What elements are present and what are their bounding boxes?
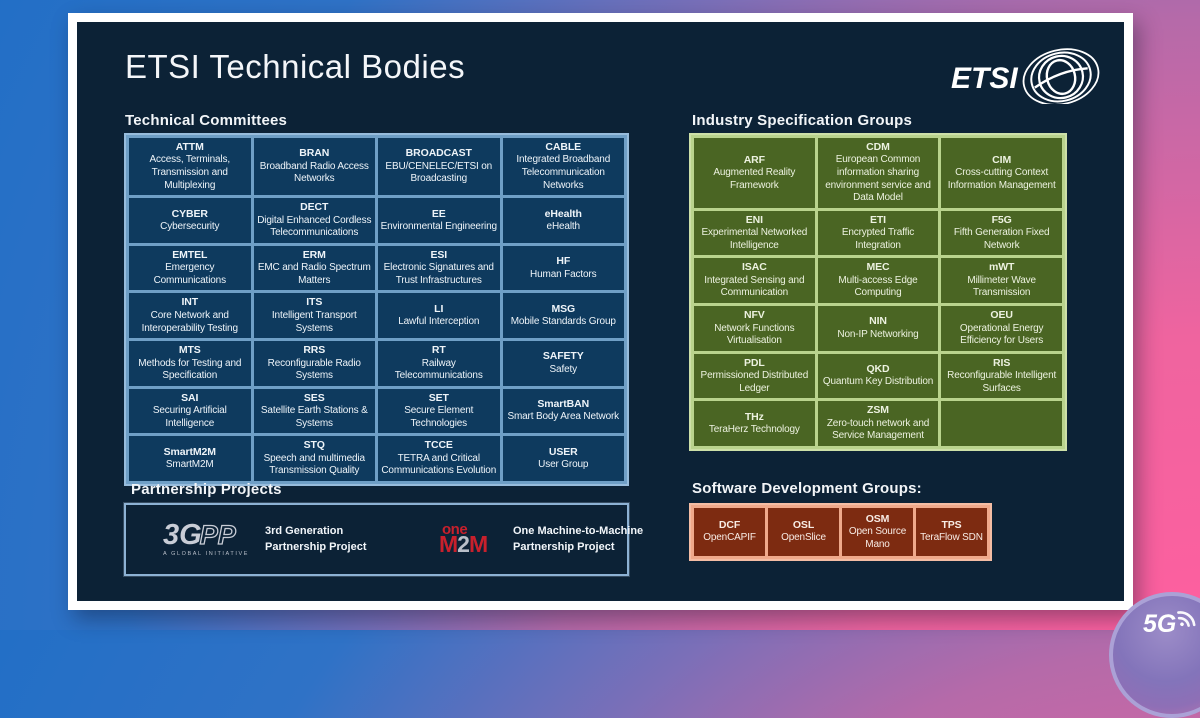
committee-cell <box>254 246 376 291</box>
committee-cell <box>254 389 376 434</box>
isg-cell <box>941 258 1062 303</box>
committee-desc: EMC and Radio Spectrum Matters <box>257 262 371 286</box>
committee-cell <box>254 138 376 195</box>
committee-abbr: MSG <box>551 302 576 315</box>
committee-abbr: RRS <box>303 344 326 357</box>
software-development-groups-grid <box>694 508 987 556</box>
committee-cell <box>503 138 625 195</box>
etsi-logo-text: ETSI <box>951 62 1018 95</box>
isg-desc: Fifth Generation Fixed Network <box>953 227 1050 251</box>
sdg-abbr: OSL <box>792 518 815 531</box>
committee-cell <box>378 246 500 291</box>
committee-desc: Cybersecurity <box>160 220 220 232</box>
isg-abbr: PDL <box>743 356 765 369</box>
onem2m-2: 2 <box>457 531 469 558</box>
isg-abbr: CDM <box>866 141 890 153</box>
onem2m-m1: M <box>439 531 458 558</box>
onem2m-group <box>377 521 663 558</box>
isg-cell <box>694 258 815 303</box>
committee-desc: Speech and multimedia Transmission Quality <box>263 452 365 477</box>
isg-cell <box>941 211 1062 256</box>
committee-abbr: TCCE <box>424 439 453 452</box>
isg-cell <box>694 306 815 351</box>
committee-abbr: USER <box>548 445 578 458</box>
sdg-abbr: TPS <box>941 518 962 531</box>
sdg-desc: TeraFlow SDN <box>920 532 983 544</box>
isg-cell <box>941 401 1062 446</box>
committee-cell <box>129 436 251 481</box>
onem2m-logo-one: one <box>442 521 468 539</box>
isg-abbr: THz <box>744 410 764 423</box>
isg-abbr: NFV <box>743 309 765 322</box>
isg-desc: Zero-touch network and Service Management <box>826 417 930 442</box>
committee-cell <box>378 341 500 386</box>
isg-desc: Reconfigurable Intelligent Surfaces <box>947 370 1057 394</box>
committee-abbr: SAFETY <box>542 350 584 363</box>
committee-abbr: HF <box>556 255 571 268</box>
committee-abbr: ESI <box>430 248 448 261</box>
isg-abbr: ISAC <box>741 261 767 274</box>
isg-cell <box>818 138 939 208</box>
committee-cell <box>129 293 251 338</box>
isg-cell <box>941 306 1062 351</box>
committee-abbr: BRAN <box>299 147 330 160</box>
software-development-groups-heading: Software Development Groups: <box>692 480 922 497</box>
isg-abbr: QKD <box>866 362 890 375</box>
5g-badge-label: 5G <box>1143 610 1177 638</box>
isg-abbr: RIS <box>993 356 1011 369</box>
committee-desc: Human Factors <box>530 268 597 280</box>
sdg-abbr: OSM <box>865 512 890 525</box>
slide-inner <box>77 22 1124 601</box>
isg-abbr: NIN <box>869 315 887 328</box>
committee-abbr: SAI <box>181 391 199 404</box>
isg-desc: Millimeter Wave Transmission <box>967 274 1036 299</box>
technical-committees-frame <box>124 133 629 486</box>
committee-abbr: MTS <box>178 344 201 357</box>
page-title: ETSI Technical Bodies <box>125 48 466 85</box>
isg-cell <box>818 258 939 303</box>
5g-badge <box>1109 592 1200 718</box>
onem2m-label: One Machine-to-Machine Partnership Project <box>513 524 644 553</box>
isg-cell <box>694 401 815 446</box>
3gpp-logo <box>163 519 250 557</box>
committee-abbr: CABLE <box>545 141 582 153</box>
committee-cell <box>129 341 251 386</box>
committee-cell <box>254 341 376 386</box>
committee-cell <box>503 246 625 291</box>
committee-abbr: EE <box>431 207 446 220</box>
committee-desc: TETRA and Critical Communications Evolution <box>381 452 497 477</box>
isg-cell <box>694 354 815 399</box>
committee-abbr: SET <box>428 391 449 404</box>
committee-desc: Emergency Communications <box>153 262 226 286</box>
etsi-logo <box>949 48 1104 104</box>
3gpp-label: 3rd Generation Partnership Project <box>265 524 367 553</box>
committee-abbr: LI <box>434 302 444 315</box>
committee-abbr: EMTEL <box>172 248 208 261</box>
isg-desc: Network Functions Virtualisation <box>714 322 795 347</box>
isg-desc: Multi-access Edge Computing <box>838 274 918 299</box>
committee-desc: Safety <box>549 363 577 375</box>
committee-cell <box>378 198 500 243</box>
isg-cell <box>941 354 1062 399</box>
isg-cell <box>818 401 939 446</box>
onem2m-logo-m2m <box>439 531 487 557</box>
sdg-desc: OpenCAPIF <box>703 532 756 544</box>
committee-desc: Electronic Signatures and Trust Infrastructures <box>383 262 494 286</box>
committee-desc: Railway Telecommunications <box>394 357 483 382</box>
sdg-desc: OpenSlice <box>781 532 826 544</box>
committee-abbr: RT <box>431 344 446 357</box>
3gpp-group <box>129 519 377 557</box>
sdg-cell <box>768 508 839 556</box>
onem2m-m2: M <box>468 531 488 558</box>
isg-cell <box>941 138 1062 208</box>
sdg-abbr: DCF <box>718 518 741 531</box>
isg-abbr: ZSM <box>867 404 889 417</box>
isg-desc: Augmented Reality Framework <box>713 167 796 191</box>
isg-abbr: F5G <box>991 213 1012 226</box>
slide <box>68 13 1133 610</box>
industry-specification-groups-grid <box>694 138 1062 446</box>
committee-desc: EBU/CENELEC/ETSI on Broadcasting <box>385 160 493 185</box>
committee-abbr: BROADCAST <box>405 147 472 160</box>
technical-committees-heading: Technical Committees <box>125 112 288 129</box>
etsi-globe-icon <box>1018 48 1104 104</box>
isg-desc: Quantum Key Distribution <box>822 376 934 388</box>
sdg-cell <box>842 508 913 556</box>
committee-abbr: SES <box>303 391 325 404</box>
isg-cell <box>694 138 815 208</box>
committee-desc: Digital Enhanced Cordless Telecommunications <box>257 214 372 239</box>
committee-cell <box>503 389 625 434</box>
partnership-projects-frame <box>124 503 644 576</box>
3gpp-logo-3g: 3G <box>163 519 202 552</box>
committee-abbr: ITS <box>306 296 323 309</box>
isg-abbr: ETI <box>869 213 887 226</box>
committee-cell <box>378 138 500 195</box>
isg-cell <box>818 306 939 351</box>
isg-abbr: CIM <box>992 153 1012 166</box>
committee-abbr: ERM <box>302 248 326 261</box>
isg-desc: Permissioned Distributed Ledger <box>700 370 809 394</box>
software-development-groups-frame <box>689 503 992 561</box>
committee-cell <box>378 293 500 338</box>
committee-abbr: ATTM <box>175 141 204 153</box>
committee-desc: Methods for Testing and Specification <box>138 357 242 382</box>
committee-cell <box>503 293 625 338</box>
committee-desc: Secure Element Technologies <box>404 405 474 429</box>
isg-desc: Encrypted Traffic Integration <box>841 227 915 251</box>
committee-cell <box>129 246 251 291</box>
isg-desc: TeraHerz Technology <box>708 424 800 436</box>
sdg-cell <box>916 508 987 556</box>
industry-specification-groups-heading: Industry Specification Groups <box>692 112 912 129</box>
isg-desc: Non-IP Networking <box>837 328 919 340</box>
isg-abbr: ENI <box>745 213 763 226</box>
committee-abbr: DECT <box>300 201 329 214</box>
committee-desc: Mobile Standards Group <box>510 316 616 328</box>
committee-desc: Integrated Broadband Telecommunication Networks <box>516 154 611 191</box>
3gpp-logo-caption: A GLOBAL INITIATIVE <box>163 550 250 557</box>
onem2m-logo <box>439 521 497 558</box>
committee-abbr: SmartM2M <box>163 445 216 458</box>
isg-cell <box>694 211 815 256</box>
isg-desc: Integrated Sensing and Communication <box>704 274 805 299</box>
sdg-desc: Open Source Mano <box>848 526 907 550</box>
committee-cell <box>129 138 251 195</box>
isg-desc: Experimental Networked Intelligence <box>701 227 808 251</box>
committee-desc: Broadband Radio Access Networks <box>259 160 369 185</box>
sdg-cell <box>694 508 765 556</box>
committee-cell <box>129 389 251 434</box>
committee-abbr: eHealth <box>544 207 582 220</box>
committee-cell <box>129 198 251 243</box>
committee-desc: Smart Body Area Network <box>507 411 620 423</box>
committee-cell <box>503 341 625 386</box>
committee-abbr: CYBER <box>171 207 208 220</box>
committee-cell <box>503 198 625 243</box>
isg-abbr: OEU <box>990 309 1013 322</box>
committee-desc: Intelligent Transport Systems <box>271 309 357 334</box>
isg-abbr: MEC <box>866 261 890 274</box>
committee-cell <box>254 293 376 338</box>
industry-specification-groups-frame <box>689 133 1067 451</box>
committee-abbr: SmartBAN <box>537 398 590 411</box>
committee-desc: Access, Terminals, Transmission and Multiplexing <box>149 154 230 191</box>
committee-desc: Satellite Earth Stations & Systems <box>260 405 368 429</box>
isg-desc: Cross-cutting Context Information Management <box>947 167 1056 191</box>
isg-abbr: ARF <box>743 153 765 166</box>
committee-desc: Lawful Interception <box>398 316 480 328</box>
3gpp-logo-text <box>163 519 247 552</box>
signal-icon <box>1173 600 1200 628</box>
committee-abbr: INT <box>181 296 199 309</box>
committee-cell <box>378 389 500 434</box>
isg-desc: European Common information sharing environment service and Data Model <box>825 154 931 204</box>
isg-desc: Operational Energy Efficiency for Users <box>959 322 1044 347</box>
committee-abbr: STQ <box>303 439 325 452</box>
committee-cell <box>254 198 376 243</box>
committee-cell <box>378 436 500 481</box>
committee-desc: SmartM2M <box>165 459 214 471</box>
committee-cell <box>503 436 625 481</box>
committee-desc: Environmental Engineering <box>380 220 497 232</box>
committee-desc: Core Network and Interoperability Testing <box>141 309 238 334</box>
committee-cell <box>254 436 376 481</box>
isg-cell <box>818 211 939 256</box>
partnership-projects-heading: Partnership Projects <box>131 481 282 498</box>
committee-desc: Reconfigurable Radio Systems <box>267 357 361 382</box>
committee-desc: Securing Artificial Intelligence <box>152 405 227 429</box>
technical-committees-grid <box>129 138 624 481</box>
3gpp-logo-pp: PP <box>199 520 236 551</box>
committee-desc: eHealth <box>546 220 580 232</box>
isg-cell <box>818 354 939 399</box>
isg-abbr: mWT <box>988 261 1015 274</box>
committee-desc: User Group <box>538 459 589 471</box>
